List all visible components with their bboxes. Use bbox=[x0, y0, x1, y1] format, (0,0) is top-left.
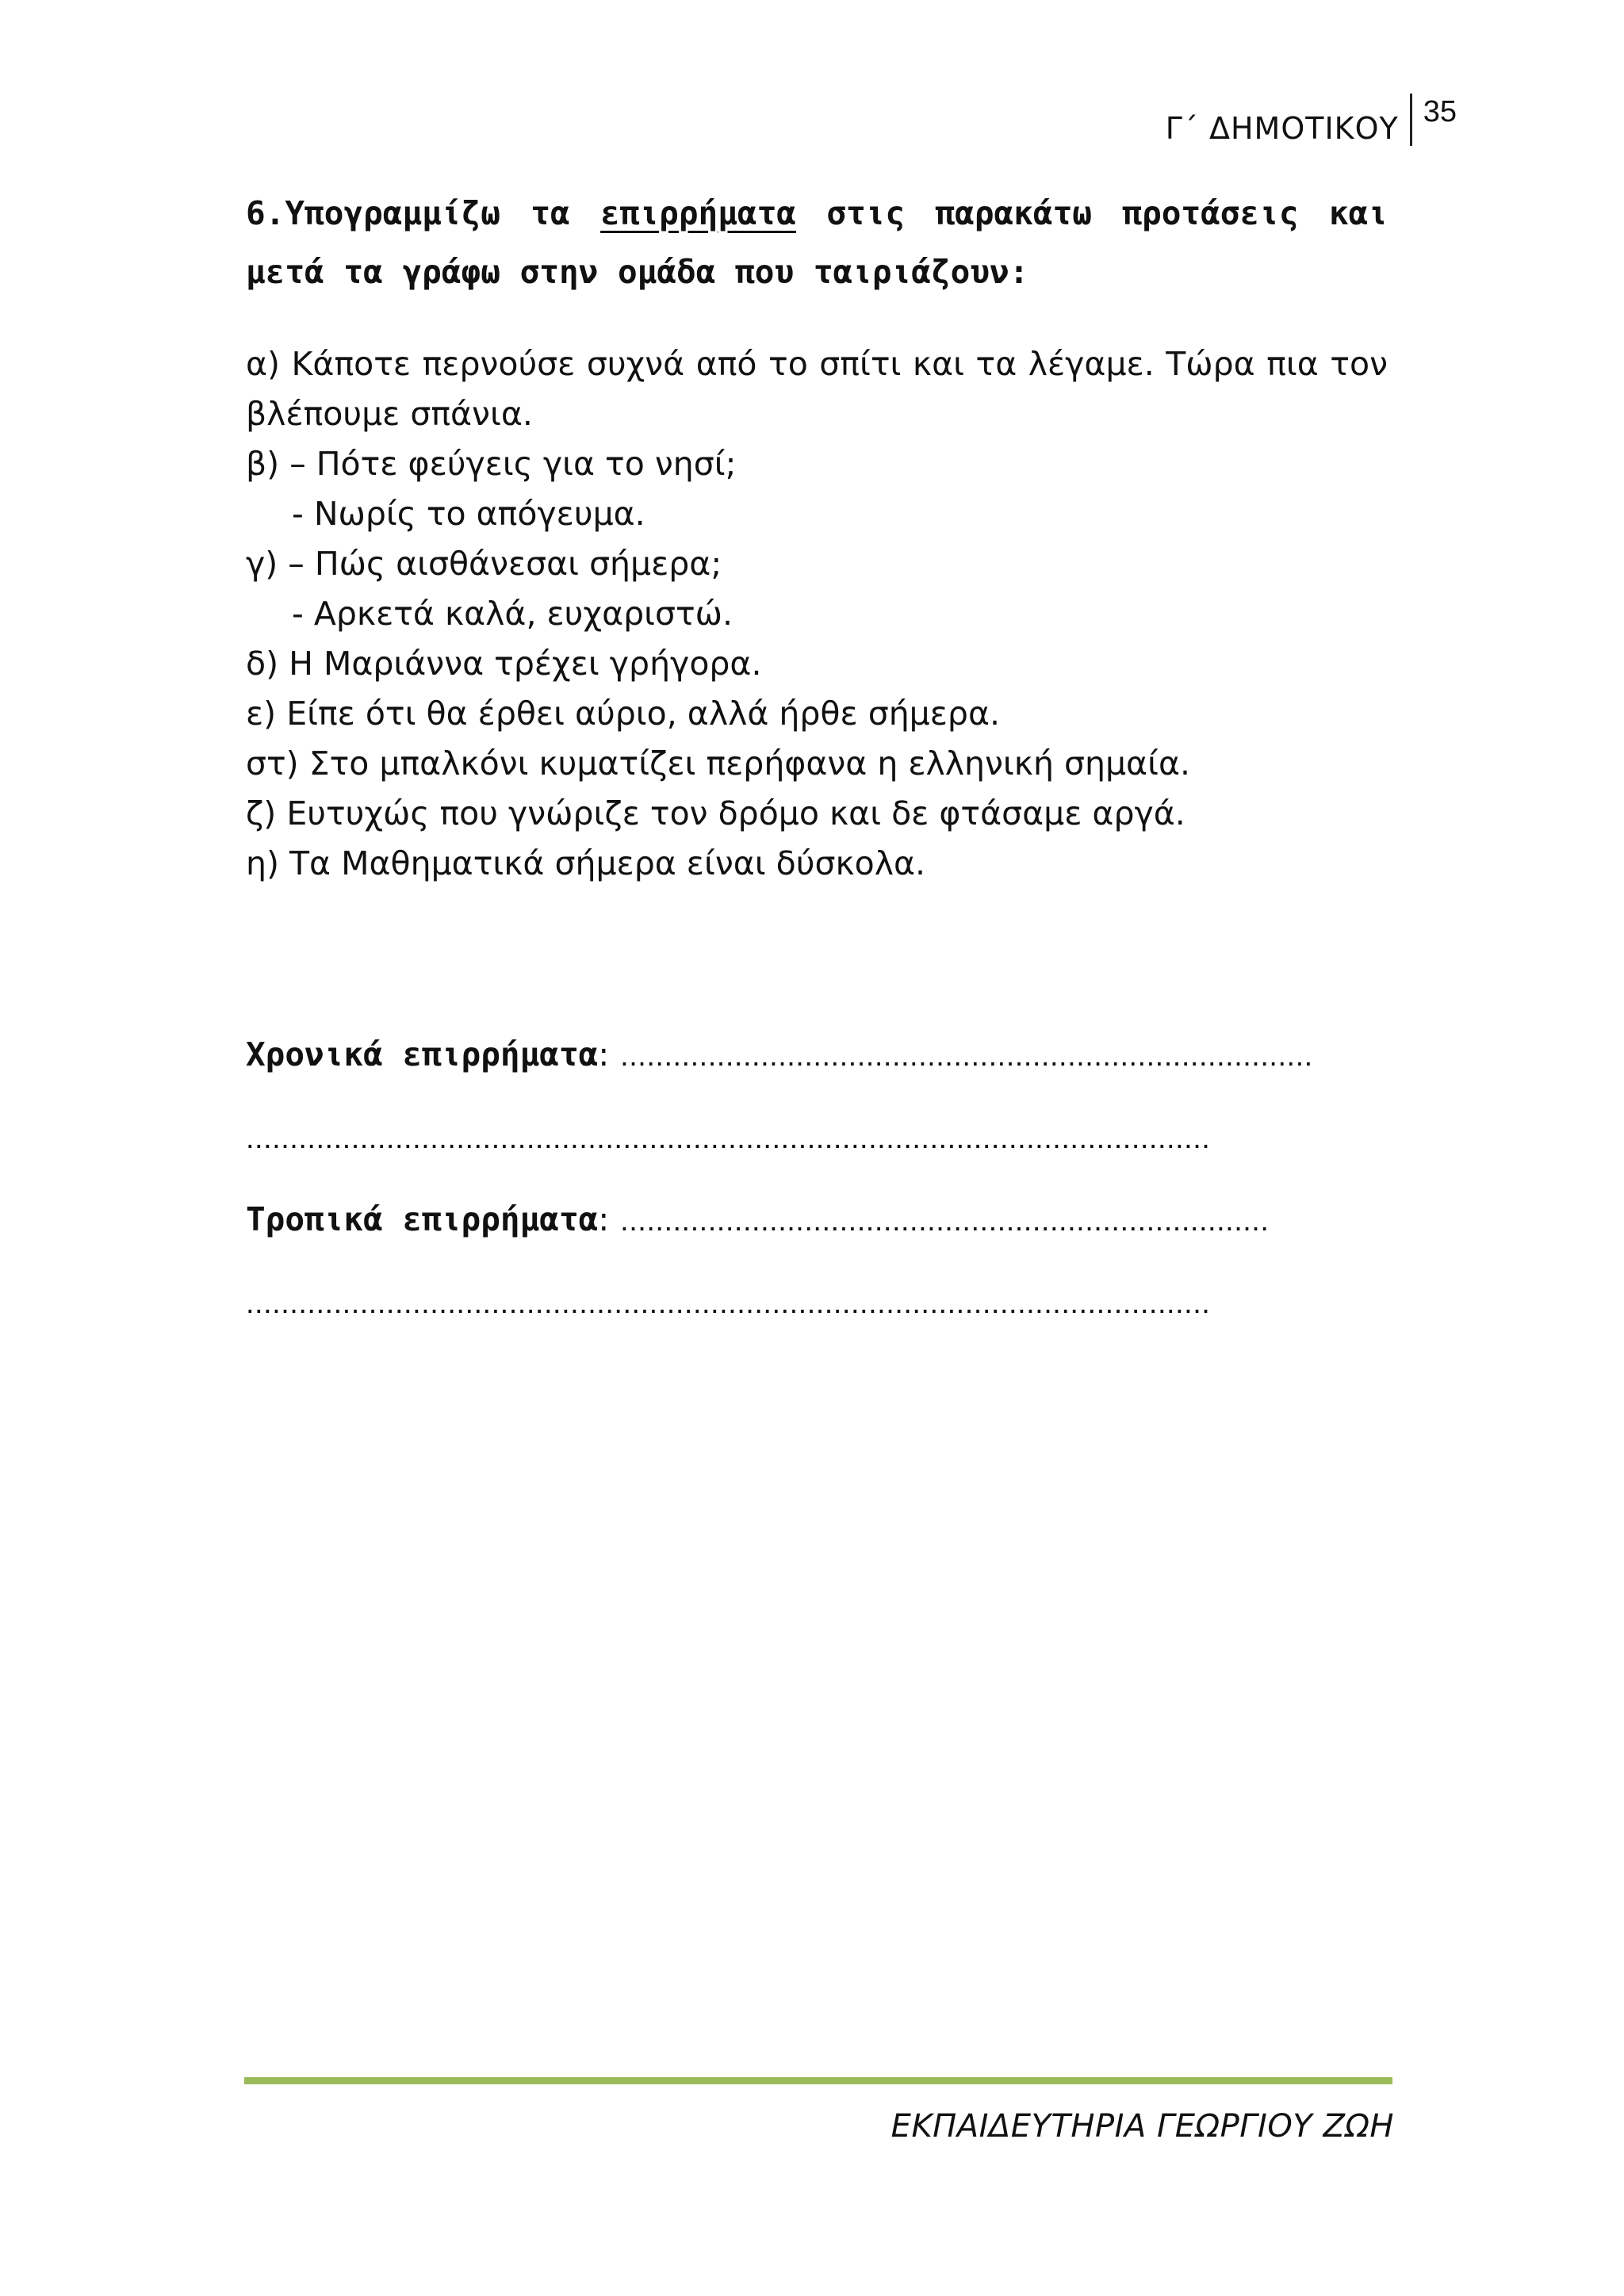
modal-adverbs-label: Τροπικά επιρρήματα bbox=[246, 1200, 599, 1238]
modal-adverbs-answer-line[interactable]: .......................................................................... bbox=[620, 1204, 1270, 1238]
modal-adverbs-answer-line-2[interactable]: .............................................................................................................. bbox=[246, 1287, 1211, 1320]
sentence-e: ε) Είπε ότι θα έρθει αύριο, αλλά ήρθε σήμερα. bbox=[246, 695, 1001, 733]
temporal-adverbs-answer-line[interactable]: ............................................................................... bbox=[620, 1039, 1313, 1073]
sentence-a: α) Κάποτε περνούσε συχνά από το σπίτι και τα λέγαμε. Τώρα πια τον βλέπουμε σπάνια. bbox=[246, 345, 1388, 433]
temporal-adverbs-colon: : bbox=[598, 1035, 610, 1073]
footer-author: ΕΚΠΑΙΔΕΥΤΗΡΙΑ ΓΕΩΡΓΙΟΥ ΖΩΗ bbox=[891, 2108, 1394, 2145]
page-header bbox=[1166, 94, 1457, 152]
temporal-adverbs-continuation-row bbox=[246, 1073, 1404, 1156]
temporal-adverbs-row bbox=[246, 991, 1404, 1073]
sentence-list bbox=[246, 339, 1388, 889]
sentence-c-question: γ) – Πώς αισθάνεσαι σήμερα; bbox=[246, 545, 722, 583]
temporal-adverbs-answer-line-2[interactable]: .............................................................................................................. bbox=[246, 1122, 1211, 1155]
answer-section bbox=[246, 991, 1404, 1321]
sentence-b-question: β) – Πότε φεύγεις για το νησί; bbox=[246, 445, 737, 483]
modal-adverbs-colon: : bbox=[598, 1200, 610, 1238]
task-instruction-suffix: στις παρακάτω προτάσεις και μετά τα γράφω στην ομάδα που ταιριάζουν: bbox=[246, 194, 1388, 291]
sentence-h: η) Τα Μαθηματικά σήμερα είναι δύσκολα. bbox=[246, 844, 926, 882]
modal-adverbs-continuation-row bbox=[246, 1238, 1404, 1321]
task-instruction-prefix: 6.Υπογραμμίζω τα bbox=[246, 194, 601, 232]
footer-divider bbox=[244, 2077, 1392, 2084]
temporal-adverbs-label: Χρονικά επιρρήματα bbox=[246, 1035, 599, 1073]
task-instruction-underlined: επιρρήματα bbox=[600, 194, 796, 232]
sentence-z: ζ) Ευτυχώς που γνώριζε τον δρόμο και δε φτάσαμε αργά. bbox=[246, 794, 1185, 832]
grade-label: Γ΄ ΔΗΜΟΤΙΚΟΥ bbox=[1165, 111, 1399, 146]
sentence-st: στ) Στο μπαλκόνι κυματίζει περήφανα η ελληνική σημαία. bbox=[246, 744, 1191, 783]
sentence-d: δ) Η Μαριάννα τρέχει γρήγορα. bbox=[246, 645, 762, 683]
modal-adverbs-row bbox=[246, 1156, 1404, 1238]
page-number: 35 bbox=[1423, 95, 1457, 128]
task-instruction bbox=[246, 184, 1388, 301]
sentence-c-answer: - Αρκετά καλά, ευχαριστώ. bbox=[292, 595, 733, 633]
sentence-b-answer: - Νωρίς το απόγευμα. bbox=[292, 495, 645, 533]
